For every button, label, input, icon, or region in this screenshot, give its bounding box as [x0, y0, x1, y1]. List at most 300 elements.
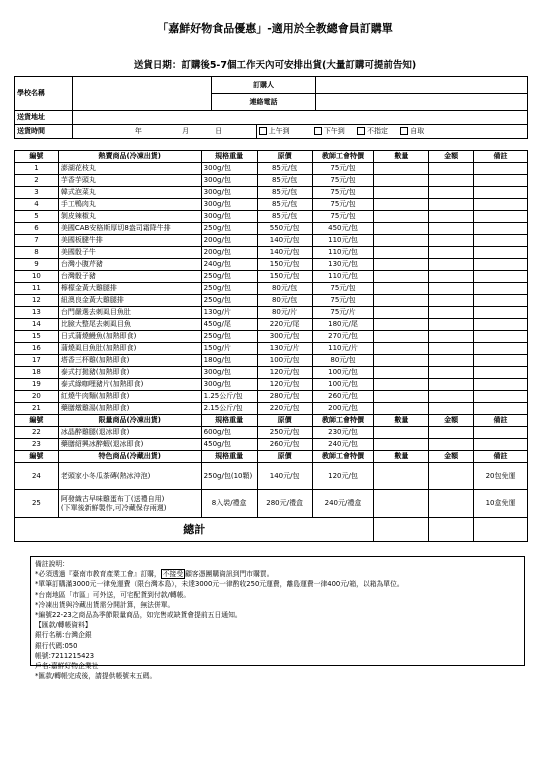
item-spec: 2.15公斤/包: [201, 403, 257, 415]
item-name-line-1: 阿發織古早味雞蛋布丁(送禮自用): [60, 494, 165, 503]
item-note: [474, 295, 528, 307]
item-qty-field[interactable]: [374, 355, 429, 367]
item-amount-field[interactable]: [429, 367, 474, 379]
item-qty-field[interactable]: [374, 427, 429, 439]
header-row-special: [15, 451, 528, 463]
phone-label: 連絡電話: [211, 94, 316, 111]
item-qty-field[interactable]: [374, 379, 429, 391]
form-title: 「嘉鮮好物食品優惠」-適用於全教總會員訂購單: [157, 22, 393, 35]
item-name: 蒲燒虱目魚肚(加熱即食): [58, 343, 201, 355]
item-name: 台灣小腹芹豬: [58, 259, 201, 271]
col-union: 教師工會特價: [312, 151, 374, 163]
item-note: [474, 343, 528, 355]
item-note: [474, 331, 528, 343]
col-note: 備註: [474, 451, 528, 463]
item-name: 手工鴨肉丸: [58, 199, 201, 211]
item-name-line-2: (下單後新鮮製作,可冷藏保存兩週): [60, 503, 167, 512]
col-note: 備註: [474, 151, 528, 163]
item-name: 台灣骰子豬: [58, 271, 201, 283]
table-row: [15, 319, 528, 331]
item-price: 120元/包: [257, 379, 312, 391]
col-spec: 規格重量: [201, 451, 257, 463]
col-no: 編號: [15, 151, 59, 163]
item-note: [474, 319, 528, 331]
item-amount-field[interactable]: [429, 343, 474, 355]
notes-line-7: 銀行名稱:台灣企銀: [35, 631, 92, 640]
item-spec: 240g/包: [201, 259, 257, 271]
item-spec: 300g/包: [201, 175, 257, 187]
item-no: 25: [15, 490, 59, 518]
col-name-limited: 限量商品(冷凍出貨): [58, 415, 201, 427]
orderer-label: 訂購人: [211, 77, 316, 94]
item-qty-field[interactable]: [374, 163, 429, 175]
item-union-price: 450元/包: [312, 223, 374, 235]
product-table-body: [15, 151, 528, 542]
item-qty-field[interactable]: [374, 271, 429, 283]
item-spec: 250g/包: [201, 331, 257, 343]
item-note: [474, 391, 528, 403]
item-spec: 200g/包: [201, 235, 257, 247]
item-name: 日式蒲燒鰻魚(加熱即食): [58, 331, 201, 343]
item-price: 280元/禮盒: [257, 490, 312, 518]
item-name: 比臉大整尾去刺虱目魚: [58, 319, 201, 331]
item-spec: 300g/包: [201, 187, 257, 199]
item-price: 85元/包: [257, 163, 312, 175]
item-note: [474, 211, 528, 223]
item-note: [474, 271, 528, 283]
item-spec: 450g/包: [201, 439, 257, 451]
item-name: 台門嚴選去刺虱目魚肚: [58, 307, 201, 319]
item-qty-field[interactable]: [374, 187, 429, 199]
table-row: [15, 187, 528, 199]
checkbox-none[interactable]: [357, 127, 365, 135]
col-name-special: 特色商品(冷藏出貨): [58, 451, 201, 463]
item-no: 11: [15, 283, 59, 295]
notes-line-9: 帳號:7211215423: [35, 651, 95, 660]
item-spec: 200g/包: [201, 247, 257, 259]
item-name: 泰式打拋豬(加熱即食): [58, 367, 201, 379]
item-no: 3: [15, 187, 59, 199]
item-amount-field[interactable]: [429, 355, 474, 367]
item-no: 24: [15, 463, 59, 490]
item-note: [474, 247, 528, 259]
item-qty-field[interactable]: [374, 367, 429, 379]
item-qty-field[interactable]: [374, 259, 429, 271]
item-union-price: 75元/包: [312, 295, 374, 307]
boxed-warning: 不接受: [162, 570, 184, 579]
notes-heading: 備註說明：: [35, 560, 69, 568]
table-row: [15, 235, 528, 247]
item-no: 14: [15, 319, 59, 331]
day-label: 日: [215, 127, 223, 135]
item-price: 220元/尾: [257, 319, 312, 331]
item-qty-field[interactable]: [374, 307, 429, 319]
pickup-label: 自取: [410, 127, 425, 135]
item-no: 2: [15, 175, 59, 187]
item-spec: 300g/包: [201, 199, 257, 211]
col-name-frozen: 熱賣商品(冷凍出貨): [58, 151, 201, 163]
item-qty-field[interactable]: [374, 199, 429, 211]
item-union-price: 75元/包: [312, 283, 374, 295]
item-spec: 300g/包: [201, 211, 257, 223]
item-amount-field[interactable]: [429, 379, 474, 391]
item-price: 140元/包: [257, 463, 312, 490]
item-note: 20包免運: [474, 463, 528, 490]
item-note: [474, 355, 528, 367]
table-row: [15, 343, 528, 355]
item-note: [474, 283, 528, 295]
item-union-price: 110元/包: [312, 271, 374, 283]
item-amount-field[interactable]: [429, 427, 474, 439]
col-qty: 數量: [374, 151, 429, 163]
item-union-price: 75元/包: [312, 211, 374, 223]
item-amount-field[interactable]: [429, 211, 474, 223]
item-no: 19: [15, 379, 59, 391]
item-union-price: 120元/包: [312, 463, 374, 490]
item-spec: 300g/包: [201, 379, 257, 391]
item-amount-field[interactable]: [429, 439, 474, 451]
item-price: 260元/包: [257, 439, 312, 451]
pm-label: 下午到: [323, 127, 345, 135]
item-no: 4: [15, 199, 59, 211]
item-no: 15: [15, 331, 59, 343]
delivery-subtitle: 送貨日期：訂購後5-7個工作天內可安排出貨(大量訂購可提前告知): [133, 60, 417, 71]
item-qty-field[interactable]: [374, 343, 429, 355]
item-no: 18: [15, 367, 59, 379]
col-price: 原價: [257, 451, 312, 463]
item-price: 280元/包: [257, 391, 312, 403]
item-amount-field[interactable]: [429, 295, 474, 307]
item-qty-field[interactable]: [374, 247, 429, 259]
time-options: [256, 125, 527, 139]
item-qty-field[interactable]: [374, 490, 429, 518]
item-spec: 130g/片: [201, 307, 257, 319]
item-note: 10盒免運: [474, 490, 528, 518]
item-price: 140元/包: [257, 235, 312, 247]
time-label: 送貨時間: [15, 125, 73, 139]
notes-line-4: *冷凍出貨與冷藏出貨需分開計算，無法併單。: [35, 600, 175, 609]
item-amount-field[interactable]: [429, 391, 474, 403]
item-spec: 600g/包: [201, 427, 257, 439]
customer-info-table: [14, 76, 528, 139]
school-field[interactable]: [72, 77, 211, 111]
item-note: [474, 379, 528, 391]
item-price: 85元/包: [257, 211, 312, 223]
item-spec: 250g/包(10顆): [201, 463, 257, 490]
item-spec: 150g/片: [201, 343, 257, 355]
item-no: 16: [15, 343, 59, 355]
item-union-price: 100元/包: [312, 367, 374, 379]
table-row: [15, 391, 528, 403]
item-name: 紐澳良金黃大雞腿排: [58, 295, 201, 307]
item-name: 美國骰子牛: [58, 247, 201, 259]
product-table: [14, 150, 528, 542]
col-qty: 數量: [374, 415, 429, 427]
item-union-price: 240元/包: [312, 439, 374, 451]
col-amount: 金額: [429, 151, 474, 163]
col-union: 教師工會特價: [312, 451, 374, 463]
checkbox-am[interactable]: [259, 127, 267, 135]
total-row: [15, 518, 528, 542]
item-spec: 450g/尾: [201, 319, 257, 331]
notes-line-2: *單筆訂購滿3000元一律免運費（限台灣本島），未達3000元一律酌收250元運費，離島運費一律400元/箱，以箱為單位。: [35, 580, 404, 589]
item-union-price: 270元/包: [312, 331, 374, 343]
col-qty: 數量: [374, 451, 429, 463]
item-qty-field[interactable]: [374, 283, 429, 295]
item-note: [474, 403, 528, 415]
item-qty-field[interactable]: [374, 403, 429, 415]
item-qty-field[interactable]: [374, 439, 429, 451]
item-price: 80元/片: [257, 307, 312, 319]
item-note: [474, 439, 528, 451]
item-amount-field[interactable]: [429, 259, 474, 271]
item-no: 5: [15, 211, 59, 223]
item-price: 120元/包: [257, 367, 312, 379]
item-price: 220元/包: [257, 403, 312, 415]
total-label: 總計: [15, 518, 374, 542]
item-spec: 250g/包: [201, 295, 257, 307]
item-note: [474, 367, 528, 379]
item-name: 澎湖花枝丸: [58, 163, 201, 175]
item-union-price: 260元/包: [312, 391, 374, 403]
item-no: 13: [15, 307, 59, 319]
notes-line-10: 戶名:嘉鮮好物企業社: [35, 662, 99, 671]
total-qty-field[interactable]: [374, 518, 429, 542]
checkbox-pickup[interactable]: [400, 127, 408, 135]
item-price: 80元/包: [257, 283, 312, 295]
table-row: [15, 223, 528, 235]
none-label: 不指定: [367, 127, 389, 135]
item-name: 剝皮辣椒丸: [58, 211, 201, 223]
table-row: [15, 331, 528, 343]
item-name: 美國板腱牛排: [58, 235, 201, 247]
item-note: [474, 187, 528, 199]
item-no: 21: [15, 403, 59, 415]
item-price: 80元/包: [257, 295, 312, 307]
item-price: 140元/包: [257, 247, 312, 259]
item-note: [474, 259, 528, 271]
col-no: 編號: [15, 451, 59, 463]
item-note: [474, 163, 528, 175]
item-note: [474, 223, 528, 235]
item-spec: 250g/包: [201, 271, 257, 283]
table-row: [15, 367, 528, 379]
notes-box: [30, 556, 525, 681]
item-amount-field[interactable]: [429, 490, 474, 518]
table-row: [15, 199, 528, 211]
table-row: [15, 427, 528, 439]
item-name: 藥膳紹興冰醉蝦(退冰即食): [58, 439, 201, 451]
item-price: 85元/包: [257, 199, 312, 211]
item-union-price: 80元/包: [312, 355, 374, 367]
total-note-field: [474, 518, 528, 542]
item-qty-field[interactable]: [374, 175, 429, 187]
item-name: 塔香三杯雞(加熱即食): [58, 355, 201, 367]
item-name: 老頭家小冬瓜茶磚(熱冰沖泡): [58, 463, 201, 490]
item-union-price: 130元/包: [312, 259, 374, 271]
item-amount-field[interactable]: [429, 163, 474, 175]
item-amount-field[interactable]: [429, 463, 474, 490]
item-note: [474, 427, 528, 439]
address-label: 送貨地址: [15, 111, 73, 125]
item-spec: 180g/包: [201, 355, 257, 367]
notes-line-3: *台南地區「市區」可外送，可宅配貨到付款/轉帳。: [35, 590, 191, 599]
item-no: 17: [15, 355, 59, 367]
item-amount-field[interactable]: [429, 235, 474, 247]
item-note: [474, 307, 528, 319]
item-spec: 1.25公斤/包: [201, 391, 257, 403]
item-union-price: 110元/片: [312, 343, 374, 355]
item-amount-field[interactable]: [429, 247, 474, 259]
item-amount-field[interactable]: [429, 307, 474, 319]
item-qty-field[interactable]: [374, 211, 429, 223]
date-field[interactable]: [72, 125, 256, 139]
item-no: 1: [15, 163, 59, 175]
table-row: [15, 403, 528, 415]
item-price: 85元/包: [257, 187, 312, 199]
year-label: 年: [134, 127, 142, 135]
table-row: [15, 271, 528, 283]
orderer-field[interactable]: [316, 77, 528, 94]
school-label: 學校名稱: [15, 77, 73, 111]
table-row: [15, 175, 528, 187]
item-note: [474, 199, 528, 211]
table-row: [15, 379, 528, 391]
item-qty-field[interactable]: [374, 463, 429, 490]
item-price: 85元/包: [257, 175, 312, 187]
notes-line-5: *編號22-23之商品為季節限量商品，如完售或缺貨會提前五日通知。: [35, 611, 242, 620]
item-spec: 250g/包: [201, 223, 257, 235]
item-spec: 250g/包: [201, 283, 257, 295]
item-amount-field[interactable]: [429, 223, 474, 235]
table-row: [15, 463, 528, 490]
item-union-price: 110元/包: [312, 235, 374, 247]
item-name: 藥膳燉雞湯(加熱即食): [58, 403, 201, 415]
notes-line-6: 【匯款/轉帳資料】: [35, 621, 92, 630]
item-no: 10: [15, 271, 59, 283]
item-no: 9: [15, 259, 59, 271]
month-label: 月: [182, 127, 190, 135]
item-amount-field[interactable]: [429, 187, 474, 199]
col-union: 教師工會特價: [312, 415, 374, 427]
col-amount: 金額: [429, 451, 474, 463]
col-price: 原價: [257, 415, 312, 427]
item-no: 8: [15, 247, 59, 259]
item-price: 150元/包: [257, 259, 312, 271]
item-amount-field[interactable]: [429, 271, 474, 283]
col-spec: 規格重量: [201, 415, 257, 427]
table-row: [15, 439, 528, 451]
item-qty-field[interactable]: [374, 331, 429, 343]
item-amount-field[interactable]: [429, 283, 474, 295]
item-qty-field[interactable]: [374, 319, 429, 331]
col-note: 備註: [474, 415, 528, 427]
notes-line-8: 銀行代碼:050: [35, 641, 78, 650]
item-union-price: 75元/片: [312, 307, 374, 319]
item-no: 20: [15, 391, 59, 403]
item-price: 300元/包: [257, 331, 312, 343]
total-amount-field[interactable]: [429, 518, 474, 542]
item-price: 250元/包: [257, 427, 312, 439]
item-spec: 300g/包: [201, 163, 257, 175]
checkbox-pm[interactable]: [314, 127, 322, 135]
item-union-price: 200元/包: [312, 403, 374, 415]
col-amount: 金額: [429, 415, 474, 427]
table-row: [15, 211, 528, 223]
table-row: [15, 295, 528, 307]
item-union-price: 75元/包: [312, 187, 374, 199]
item-amount-field[interactable]: [429, 199, 474, 211]
item-note: [474, 175, 528, 187]
notes-line-11: *匯款/轉帳完成後，請提供帳號末五碼。: [35, 672, 157, 681]
item-name: 泰式綠咖哩豬片(加熱即食): [58, 379, 201, 391]
item-union-price: 180元/尾: [312, 319, 374, 331]
item-name: 美國CAB安格斯厚切8盎司霜降牛排: [58, 223, 201, 235]
item-union-price: 75元/包: [312, 199, 374, 211]
table-row: [15, 163, 528, 175]
item-union-price: 100元/包: [312, 379, 374, 391]
item-price: 130元/片: [257, 343, 312, 355]
phone-field[interactable]: [316, 94, 528, 111]
item-amount-field[interactable]: [429, 175, 474, 187]
item-qty-field[interactable]: [374, 223, 429, 235]
item-note: [474, 235, 528, 247]
col-no: 編號: [15, 415, 59, 427]
item-price: 550元/包: [257, 223, 312, 235]
item-no: 22: [15, 427, 59, 439]
item-qty-field[interactable]: [374, 391, 429, 403]
item-union-price: 230元/包: [312, 427, 374, 439]
notes-line-1: *必須透過『臺南市教育產業工會』訂購， 不接受 顧客憑團購資訊到門市購買。: [35, 570, 274, 579]
col-spec: 規格重量: [201, 151, 257, 163]
am-label: 上午到: [268, 127, 290, 135]
table-row: [15, 307, 528, 319]
table-row: [15, 259, 528, 271]
table-row: [15, 355, 528, 367]
item-union-price: 240元/禮盒: [312, 490, 374, 518]
item-name: 紅燒牛肉麵(加熱即食): [58, 391, 201, 403]
item-amount-field[interactable]: [429, 319, 474, 331]
address-field[interactable]: [72, 111, 527, 125]
item-name: 檸檬金黃大雞腿排: [58, 283, 201, 295]
header-row-frozen: [15, 151, 528, 163]
item-no: 6: [15, 223, 59, 235]
item-no: 23: [15, 439, 59, 451]
item-name: 韓式泡菜丸: [58, 187, 201, 199]
item-amount-field[interactable]: [429, 403, 474, 415]
item-union-price: 75元/包: [312, 175, 374, 187]
table-row: [15, 247, 528, 259]
item-no: 7: [15, 235, 59, 247]
col-price: 原價: [257, 151, 312, 163]
item-price: 100元/包: [257, 355, 312, 367]
item-no: 12: [15, 295, 59, 307]
item-name: 冰晶醉雞腿(退冰即食): [58, 427, 201, 439]
item-amount-field[interactable]: [429, 331, 474, 343]
item-qty-field[interactable]: [374, 295, 429, 307]
item-name: 芋香芋頭丸: [58, 175, 201, 187]
item-union-price: 110元/包: [312, 247, 374, 259]
item-spec: 300g/包: [201, 367, 257, 379]
item-union-price: 75元/包: [312, 163, 374, 175]
table-row: [15, 490, 528, 518]
item-spec: 8入裝/禮盒: [201, 490, 257, 518]
item-qty-field[interactable]: [374, 235, 429, 247]
header-row-limited: [15, 415, 528, 427]
item-price: 150元/包: [257, 271, 312, 283]
item-name: [58, 490, 201, 518]
table-row: [15, 283, 528, 295]
